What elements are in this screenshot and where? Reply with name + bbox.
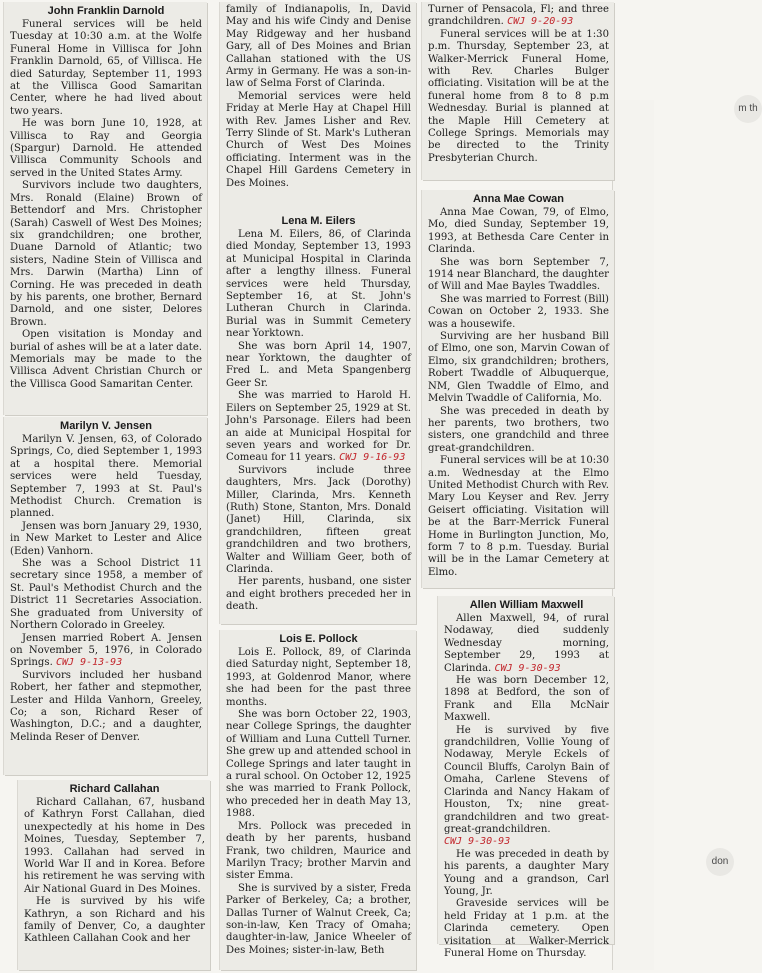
obituary-paragraph: He was born December 12, 1898 at Bedford, the son of Frank and Ella McNair Maxwell. [444, 675, 609, 724]
obituary-title: John Franklin Darnold [47, 5, 165, 17]
obituary-text: Allen Maxwell, 94, of rural Nodaway, died suddenly Wednesday morning, September 29, 1993 at Clarinda. [444, 613, 609, 674]
handwritten-date-note: CWJ 9-13-93 [56, 657, 123, 669]
handwritten-date-note: CWJ 9-16-93 [339, 452, 406, 464]
obituary-maxwell [438, 596, 614, 959]
obituary-paragraph [428, 4, 609, 29]
obituary-paragraph: Survivors included her husband Robert, her father and stepmother, Lester and Hilda Vanhorn, Greeley, Co; a son, Richard Reser of Washington, D.C.; and a daughter, Melinda Reser of Denver. [10, 669, 202, 743]
margin-fragment-top: m th [734, 95, 762, 123]
obituary-paragraph: Richard Callahan, 67, husband of Kathryn Forst Callahan, died unexpectedly at his home in Des Moines, Tuesday, September 7, 1993. Callahan had served in World War II and in Korea. Before his retirement he was serving with Air National Guard in Des Moines. [24, 797, 205, 895]
obituary-paragraph: Lena M. Eilers, 86, of Clarinda died Monday, September 13, 1993 at Municipal Hospital in Clarinda after a lengthy illness. Funeral services were held Thursday, September 16, at St. John's Lutheran Church in Clarinda. Burial was in Summit Cemetery near Yorktown. [226, 229, 411, 340]
margin-fragment-bottom: don [706, 848, 734, 876]
obituary-paragraph: She was preceded in death by her parents, two brothers, two sisters, one grandchild and three great-grandchildren. [428, 405, 609, 454]
obituary-callahan [18, 780, 210, 970]
obituary-paragraph: family of Indianapolis, In, David May and his wife Cindy and Denise May Ridgeway and her husband Gary, all of Des Moines and Brian Callahan stationed with the US Army in Germany. He was a son-in-law of Selma Forst of Clarinda. [226, 4, 411, 90]
obituary-paragraph: He is survived by his wife Kathryn, a son Richard and his family of Denver, Co, a daughter Kathleen Callahan Cook and her [24, 896, 205, 945]
obituary-paragraph: She was born April 14, 1907, near Yorktown, the daughter of Fred L. and Meta Spangenberg Geer Sr. [226, 340, 411, 389]
obituary-paragraph: Funeral services will be held Tuesday at 10:30 a.m. at the Wolfe Funeral Home in Villisca for John Franklin Darnold, 65, of Villisca. He died Saturday, September 11, 1993 at the Villisca Good Samaritan Center, where he had lived about two years. [10, 19, 202, 117]
obituary-callahan-continued [220, 2, 416, 220]
obituary-paragraph [10, 633, 202, 670]
obituary-paragraph: She was married to Forrest (Bill) Cowan on October 2, 1933. She was a housewife. [428, 293, 609, 330]
obituary-paragraph: Mrs. Pollock was preceded in death by her parents, husband Frank, two children, Maurice and Marilyn Tracy; brother Marvin and sister Emma. [226, 820, 411, 882]
obituary-paragraph: He was preceded in death by his parents, a daughter Mary Young and a grandson, Carl Young, Jr. [444, 848, 609, 897]
obituary-paragraph: Memorial services were held Friday at Merle Hay at Chapel Hill with Rev. James Lisher and Rev. Terry Slinde of St. Mark's Lutheran Church of West Des Moines officiating. Interment was in the Chapel Hill Gardens Cemetery in Des Moines. [226, 90, 411, 189]
handwritten-date-note: CWJ 9-30-93 [494, 662, 561, 674]
obituary-paragraph [444, 725, 609, 849]
obituary-paragraph: She was a School District 11 secretary since 1958, a member of St. Paul's Methodist Church and the District 11 Secretaries Association. She graduated from University of Northern Colorado in Greeley. [10, 558, 202, 632]
obituary-paragraph: He was born June 10, 1928, at Villisca to Ray and Georgia (Spargur) Darnold. He attended Villisca Community Schools and served in the United States Army. [10, 118, 202, 179]
obituary-paragraph: She was born October 22, 1903, near College Springs, the daughter of William and Luna Cuttell Turner. She grew up and attended school in College Springs and later taught in a rural school. On October 12, 1925 she was married to Frank Pollock, who preceded her in death May 13, 1988. [226, 709, 411, 820]
background-page-strip [612, 100, 654, 970]
obituary-paragraph: Survivors include two daughters, Mrs. Ronald (Elaine) Brown of Bettendorf and Mrs. Christopher (Sarah) Caswell of West Des Moines; six grandchildren; one brother, Duane Darnold of Atlantic; two sisters, Nadine Stein of Villisca and Mrs. Darwin (Martha) Linn of Corning. He was preceded in death by his parents, one brother, Bernard Darnold, and one sister, Delores Brown. [10, 180, 202, 328]
obituary-text: Jensen married Robert A. Jensen on November 5, 1976, in Colorado Springs. [10, 632, 202, 669]
obituary-paragraph: Her parents, husband, one sister and eight brothers preceded her in death. [226, 576, 411, 613]
obituary-darnold [4, 2, 207, 415]
obituary-paragraph: Open visitation is Monday and burial of ashes will be at a later date. Memorials may be made to the Villisca Advent Christian Church or the Villisca Good Samaritan Center. [10, 329, 202, 390]
obituary-title: Marilyn V. Jensen [60, 420, 152, 432]
obituary-paragraph: Surviving are her husband Bill of Elmo, one son, Marvin Cowan of Elmo, six grandchildren; brothers, Robert Twaddle of Albuquerque, NM, Glen Twaddle of Elmo, and Melvin Twaddle of California, Mo. [428, 331, 609, 405]
obituary-paragraph: Lois E. Pollock, 89, of Clarinda died Saturday night, September 18, 1993, at Goldenrod Manor, where she had been for the past three months. [226, 647, 411, 708]
handwritten-date-note: CWJ 9-20-93 [507, 16, 574, 28]
obituary-paragraph: She was born September 7, 1914 near Blanchard, the daughter of Will and Mae Bayles Twaddles. [428, 256, 609, 293]
obituary-paragraph: Jensen was born January 29, 1930, in New Market to Lester and Alice (Eden) Vanhorn. [10, 520, 202, 557]
obituary-paragraph: Marilyn V. Jensen, 63, of Colorado Springs, Co, died September 1, 1993 at a hospital there. Memorial services were held Tuesday, September 7, 1993 at St. Paul's Methodist Church. Cremation is planned. [10, 434, 202, 520]
obituary-paragraph [226, 390, 411, 464]
obituary-text: Turner of Pensacola, Fl; and three grandchildren. [428, 4, 609, 28]
obituary-jensen [4, 417, 207, 775]
obituary-paragraph: Anna Mae Cowan, 79, of Elmo, Mo, died Sunday, September 19, 1993, at Bethesda Care Center in Clarinda. [428, 207, 609, 256]
obituary-paragraph: Funeral services will be at 10:30 a.m. Wednesday at the Elmo United Methodist Church with Rev. Mary Lou Keyser and Rev. Jerry Geisert officiating. Visitation will be at the Barr-Merrick Funeral Home in Burlington Junction, Mo, form 7 to 8 p.m. Tuesday. Burial will be in the Lamar Cemetery at Elmo. [428, 455, 609, 578]
obituary-title: Allen William Maxwell [469, 599, 584, 611]
handwritten-date-note: CWJ 9-30-93 [444, 836, 511, 848]
obituary-pollock-continued [422, 2, 614, 180]
obituary-paragraph: She is survived by a sister, Freda Parker of Berkeley, Ca; a brother, Dallas Turner of Walnut Creek, Ca; son-in-law, Ken Tracy of Omaha; daughter-in-law, Janice Wheeler of Des Moines; sister-in-law, Beth [226, 882, 411, 956]
obituary-paragraph: Survivors include three daughters, Mrs. Jack (Dorothy) Miller, Clarinda, Mrs. Kenneth (Ruth) Stone, Stanton, Mrs. Donald (Janet) Hill, Clarinda, six grandchildren, fifteen great grandchildren and two brothers, Walter and William Geer, both of Clarinda. [226, 464, 411, 575]
obituary-cowan [422, 190, 614, 588]
obituary-paragraph [444, 613, 609, 675]
obituary-title: Lena M. Eilers [281, 215, 356, 227]
obituary-pollock [220, 630, 416, 970]
obituary-paragraph: Graveside services will be held Friday at 1 p.m. at the Clarinda cemetery. Open visitation at Walker-Merrick Funeral Home on Thursday. [444, 898, 609, 959]
obituary-title: Richard Callahan [69, 783, 160, 795]
obituary-paragraph: Funeral services will be at 1:30 p.m. Thursday, September 23, at Walker-Merrick Funeral Home, with Rev. Charles Bulger officiating. Visitation will be at the funeral home from 8 to 8 p.m Wednesday. Burial is planned at the Maple Hill Cemetery at College Springs. Memorials may be directed to the Trinity Presbyterian Church. [428, 28, 609, 164]
obituary-eilers [220, 212, 416, 624]
obituary-title: Lois E. Pollock [279, 633, 358, 645]
obituary-text: She was married to Harold H. Eilers on September 25, 1929 at St. John's Parsonage. Eilers had been an aide at Municipal Hospital for seven years and worked for Dr. Comeau for 11 years. [226, 390, 411, 464]
obituary-title: Anna Mae Cowan [472, 193, 565, 205]
obituary-text: He is survived by five grandchildren, Vollie Young of Nodaway, Meryle Eckels of Council Bluffs, Carolyn Bain of Omaha, Carlene Stevens of Clarinda and Nancy Hakam of Houston, Tx; nine great-grandchildren and two great-great-grandchildren. [444, 724, 609, 835]
